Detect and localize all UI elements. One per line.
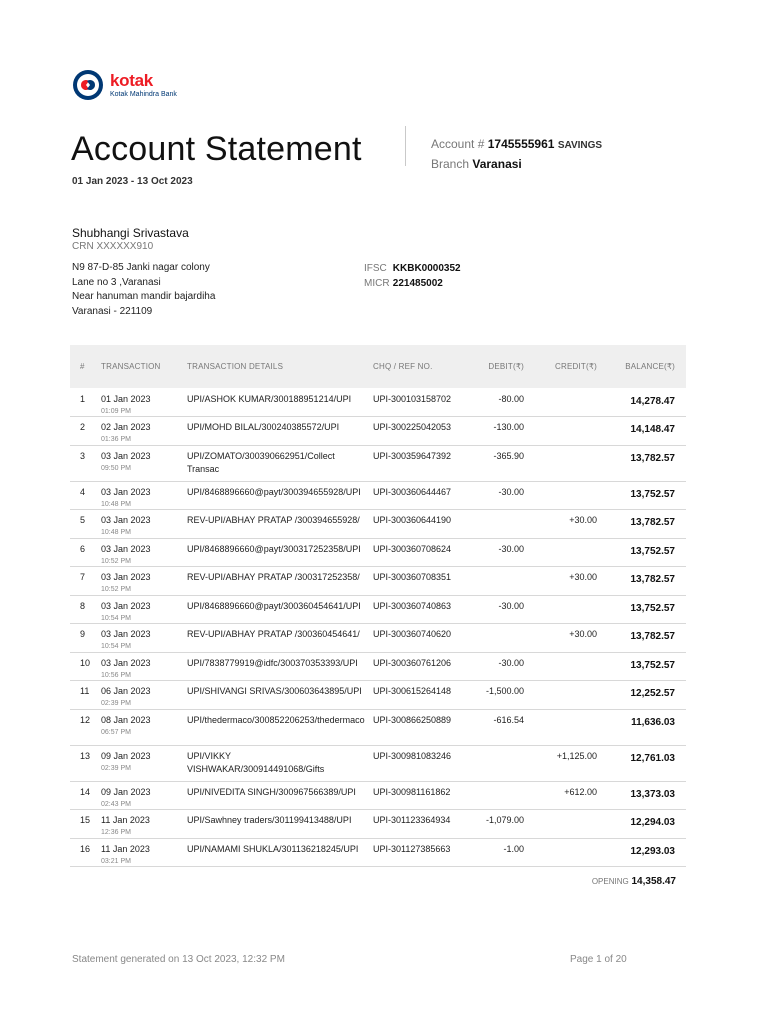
ifsc-label: IFSC: [364, 263, 387, 274]
transaction-time: 12:36 PM: [101, 829, 131, 836]
table-row: [70, 388, 686, 417]
debit-amount: -30.00: [498, 544, 524, 554]
transaction-details: UPI/8468896660@payt/300317252358/UPI: [187, 544, 361, 554]
row-number: 3: [80, 451, 86, 461]
transaction-time: 03:21 PM: [101, 858, 131, 865]
reference-number: UPI-300866250889: [373, 715, 452, 725]
transaction-time: 09:50 PM: [101, 465, 131, 472]
reference-number: UPI-300360740620: [373, 629, 452, 639]
debit-amount: -616.54: [493, 715, 524, 725]
table-row: [70, 481, 686, 510]
row-number: 11: [80, 686, 90, 696]
table-row: [70, 595, 686, 624]
balance-amount: 13,752.57: [630, 603, 675, 614]
transaction-details: UPI/SHIVANGI SRIVAS/300603643895/UPI: [187, 686, 362, 696]
debit-amount: -1,079.00: [485, 815, 524, 825]
table-row: [70, 745, 686, 782]
transaction-date: 03 Jan 2023: [101, 629, 151, 639]
table-row: [70, 538, 686, 567]
micr-label: MICR: [364, 277, 390, 289]
transaction-time: 10:48 PM: [101, 501, 131, 508]
credit-amount: +30.00: [569, 515, 597, 525]
balance-amount: 12,252.57: [630, 688, 675, 699]
table-row: [70, 652, 686, 681]
table-row: [70, 781, 686, 810]
col-header-details: TRANSACTION DETAILS: [187, 362, 284, 371]
col-header-transaction: TRANSACTION: [101, 362, 161, 371]
balance-amount: 12,293.03: [630, 846, 675, 857]
transaction-date: 09 Jan 2023: [101, 751, 151, 761]
transaction-date: 03 Jan 2023: [101, 544, 151, 554]
credit-amount: +612.00: [564, 787, 597, 797]
transaction-details: UPI/NAMAMI SHUKLA/301136218245/UPI: [187, 844, 359, 854]
credit-amount: +30.00: [569, 629, 597, 639]
col-header-debit: DEBIT(₹): [488, 362, 524, 371]
transaction-date: 03 Jan 2023: [101, 572, 151, 582]
transaction-date: 03 Jan 2023: [101, 487, 151, 497]
bank-codes: [364, 262, 461, 291]
address-line: N9 87-D-85 Janki nagar colony: [72, 262, 210, 273]
debit-amount: -80.00: [498, 394, 524, 404]
bank-name: kotak: [110, 70, 153, 90]
reference-number: UPI-300360708624: [373, 544, 452, 554]
transaction-time: 06:57 PM: [101, 729, 131, 736]
debit-amount: -130.00: [493, 422, 524, 432]
table-header: [70, 345, 686, 388]
row-number: 15: [80, 815, 91, 825]
customer-crn: CRN XXXXXX910: [72, 241, 154, 252]
reference-number: UPI-300225042053: [373, 422, 452, 432]
transaction-details: REV-UPI/ABHAY PRATAP /300394655928/: [187, 515, 360, 525]
account-type: SAVINGS: [557, 140, 603, 151]
transaction-time: 10:48 PM: [101, 529, 131, 536]
transaction-date: 03 Jan 2023: [101, 601, 151, 611]
transaction-details: UPI/8468896660@payt/300394655928/UPI: [187, 487, 361, 497]
balance-amount: 13,752.57: [630, 546, 675, 557]
branch-name: Varanasi: [472, 157, 522, 171]
transaction-details: UPI/8468896660@payt/300360454641/UPI: [187, 601, 361, 611]
transaction-details: UPI/NIVEDITA SINGH/300967566389/UPI: [187, 787, 356, 797]
col-header-credit: CREDIT(₹): [555, 362, 597, 371]
page-number: Page 1 of 20: [570, 954, 627, 965]
transaction-details: UPI/ZOMATO/300390662951/Collect Transac: [187, 451, 335, 474]
transaction-time: 10:52 PM: [101, 586, 131, 593]
header-divider: [405, 126, 406, 166]
table-row: [70, 838, 686, 867]
customer-address: [72, 261, 215, 319]
transaction-details: UPI/VIKKY VISHWAKAR/300914491068/Gifts: [187, 751, 325, 774]
reference-number: UPI-301127385663: [373, 844, 451, 854]
bank-subtitle: Kotak Mahindra Bank: [110, 90, 177, 98]
reference-number: UPI-300360761206: [373, 658, 452, 668]
credit-amount: +1,125.00: [556, 751, 597, 761]
micr-code: 221485002: [392, 277, 443, 289]
debit-amount: -1.00: [503, 844, 524, 854]
balance-amount: 13,782.57: [630, 453, 675, 464]
reference-number: UPI-300360644467: [373, 487, 452, 497]
transaction-details: UPI/Sawhney traders/301199413488/UPI: [187, 815, 352, 825]
row-number: 8: [80, 601, 86, 611]
table-row: [70, 566, 686, 596]
transaction-time: 02:39 PM: [101, 765, 131, 772]
row-number: 2: [80, 422, 86, 432]
opening-balance: [592, 876, 676, 887]
debit-amount: -30.00: [498, 658, 524, 668]
transaction-time: 10:54 PM: [101, 615, 131, 622]
table-row: [70, 809, 686, 839]
reference-number: UPI-300360740863: [373, 601, 452, 611]
transaction-time: 02:39 PM: [101, 700, 131, 707]
account-label: Account #: [431, 137, 485, 151]
reference-number: UPI-300103158702: [373, 394, 452, 404]
row-number: 10: [80, 658, 91, 668]
col-header-balance: BALANCE(₹): [625, 362, 675, 371]
transaction-time: 10:56 PM: [101, 672, 131, 679]
transaction-date: 06 Jan 2023: [101, 686, 151, 696]
transaction-time: 02:43 PM: [101, 801, 131, 808]
address-line: Lane no 3 ,Varanasi: [72, 276, 161, 288]
transaction-time: 01:36 PM: [101, 436, 131, 443]
balance-amount: 13,752.57: [630, 660, 675, 671]
transaction-date: 03 Jan 2023: [101, 658, 151, 668]
col-header-number: #: [80, 362, 85, 371]
balance-amount: 12,294.03: [630, 817, 675, 828]
transaction-date: 01 Jan 2023: [101, 394, 151, 404]
bank-logo: [72, 69, 177, 101]
transaction-details: UPI/7838779919@idfc/300370353393/UPI: [187, 658, 358, 668]
debit-amount: -365.90: [493, 451, 524, 461]
address-line: Varanasi - 221109: [72, 305, 153, 317]
balance-amount: 13,782.57: [630, 631, 675, 642]
opening-label: OPENING: [591, 877, 629, 886]
table-row: [70, 416, 686, 446]
table-row: [70, 680, 686, 710]
kotak-logo-icon: [72, 69, 104, 101]
reference-number: UPI-300360644190: [373, 515, 452, 525]
row-number: 7: [80, 572, 86, 582]
transaction-date: 09 Jan 2023: [101, 787, 151, 797]
transaction-date: 03 Jan 2023: [101, 451, 151, 461]
row-number: 12: [80, 715, 91, 725]
transaction-details: UPI/ASHOK KUMAR/300188951214/UPI: [187, 394, 352, 404]
transaction-date: 11 Jan 2023: [101, 844, 150, 854]
transaction-details: REV-UPI/ABHAY PRATAP /300360454641/: [187, 629, 360, 639]
balance-amount: 13,373.03: [630, 789, 675, 800]
address-line: Near hanuman mandir bajardiha: [72, 291, 216, 302]
reference-number: UPI-300360708351: [373, 572, 452, 582]
balance-amount: 11,636.03: [631, 717, 675, 728]
col-header-ref: CHQ / REF NO.: [373, 362, 433, 371]
debit-amount: -30.00: [498, 487, 524, 497]
transaction-details: UPI/thedermaco/300852206253/thedermaco: [187, 715, 365, 725]
balance-amount: 13,782.57: [630, 574, 675, 585]
transaction-details: UPI/MOHD BILAL/300240385572/UPI: [187, 422, 340, 432]
branch-label: Branch: [431, 157, 470, 171]
generated-note: Statement generated on 13 Oct 2023, 12:32 PM: [72, 954, 285, 965]
row-number: 13: [80, 751, 91, 761]
transaction-date: 08 Jan 2023: [101, 715, 151, 725]
transaction-date: 11 Jan 2023: [101, 815, 150, 825]
credit-amount: +30.00: [569, 572, 597, 582]
reference-number: UPI-300615264148: [373, 686, 452, 696]
balance-amount: 14,148.47: [630, 424, 675, 435]
account-info: [431, 135, 602, 173]
table-row: [70, 709, 686, 746]
page-title: Account Statement: [71, 130, 362, 168]
transaction-details: REV-UPI/ABHAY PRATAP /300317252358/: [187, 572, 360, 582]
row-number: 6: [80, 544, 86, 554]
debit-amount: -1,500.00: [485, 686, 524, 696]
table-row: [70, 509, 686, 539]
opening-value: 14,358.47: [631, 876, 676, 887]
balance-amount: 14,278.47: [630, 396, 675, 407]
table-row: [70, 445, 686, 482]
reference-number: UPI-300981161862: [373, 787, 451, 797]
reference-number: UPI-300359647392: [373, 451, 452, 461]
row-number: 9: [80, 629, 86, 639]
balance-amount: 12,761.03: [630, 753, 675, 764]
transaction-time: 01:09 PM: [101, 408, 131, 415]
row-number: 1: [80, 394, 86, 404]
row-number: 4: [80, 487, 86, 497]
transaction-date: 03 Jan 2023: [101, 515, 151, 525]
account-number: 1745555961: [487, 137, 555, 151]
balance-amount: 13,752.57: [630, 489, 675, 500]
debit-amount: -30.00: [498, 601, 524, 611]
reference-number: UPI-301123364934: [373, 815, 451, 825]
transaction-time: 10:54 PM: [101, 643, 131, 650]
reference-number: UPI-300981083246: [373, 751, 452, 761]
balance-amount: 13,782.57: [630, 517, 675, 528]
transaction-date: 02 Jan 2023: [101, 422, 151, 432]
statement-period: 01 Jan 2023 - 13 Oct 2023: [72, 176, 193, 187]
table-row: [70, 623, 686, 653]
row-number: 5: [80, 515, 86, 525]
row-number: 16: [80, 844, 91, 854]
row-number: 14: [80, 787, 91, 797]
transaction-time: 10:52 PM: [101, 558, 131, 565]
customer-name: Shubhangi Srivastava: [72, 226, 189, 240]
ifsc-code: KKBK0000352: [392, 263, 461, 274]
